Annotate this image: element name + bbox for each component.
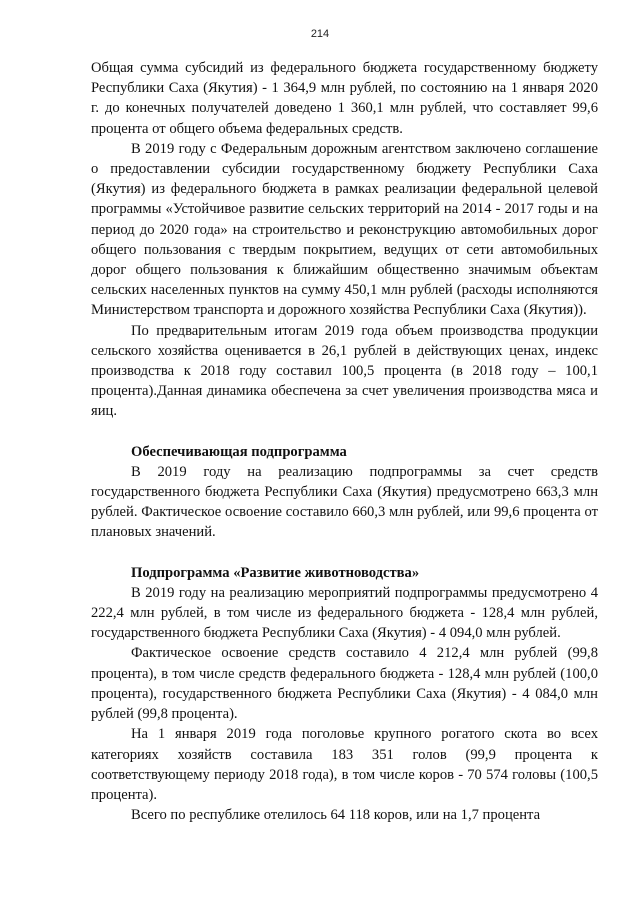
section-heading-support-subprogram: Обеспечивающая подпрограмма [131, 443, 347, 460]
paragraph-livestock-actual: Фактическое освоение средств составило 4 212,4 млн рублей (99,8 процента), в том числе средств федерального бюджета - 128,4 млн рублей (100,0 процента), государственного бюджета Республики Саха (Якутия) - 4 084,0 млн рублей (99,8 процента). [91, 645, 598, 723]
document-body [91, 58, 598, 825]
section-gap [91, 543, 598, 563]
section-gap [91, 422, 598, 442]
paragraph-federal-subsidies: Общая сумма субсидий из федерального бюджета государственному бюджету Республики Саха (Якутия) - 1 364,9 млн рублей, по состоянию на 1 января 2020 г. до конечных получателей доведено 1 360,1 млн рублей, что составляет 99,6 процента от общего объема федеральных средств. [91, 60, 598, 137]
paragraph-road-agreement: В 2019 году с Федеральным дорожным агентством заключено соглашение о предоставлении субсидии государственному бюджету Республики Саха (Якутия) из федерального бюджета в рамках реализации федеральной целевой программы «Устойчивое развитие сельских территорий на 2014 - 2017 годы и на период до 2020 года» на строительство и реконструкцию автомобильных дорог общего пользования с твердым покрытием, ведущих от сети автомобильных дорог общего пользования к ближайшим общественно значимым объектам сельских населенных пунктов на сумму 450,1 млн рублей (расходы исполняются Министерством транспорта и дорожного хозяйства Республики Саха (Якутия)). [91, 140, 598, 319]
paragraph-agri-output: По предварительным итогам 2019 года объем производства продукции сельского хозяйства оценивается в 26,1 рублей в действующих ценах, индекс производства к 2018 году составил 100,5 процента (в 2018 году – 100,1 процента).Данная динамика обеспечена за счет увеличения производства мяса и яиц. [91, 322, 598, 420]
paragraph-cattle-count: На 1 января 2019 года поголовье крупного рогатого скота во всех категориях хозяйств составила 183 351 голов (99,9 процента к соответствующему периоду 2018 года), в том числе коров - 70 574 головы (100,5 процента). [91, 726, 598, 803]
section-heading-livestock-subprogram: Подпрограмма «Развитие животноводства» [131, 564, 420, 581]
paragraph-support-subprogram: В 2019 году на реализацию подпрограммы за счет средств государственного бюджета Республики Саха (Якутия) предусмотрено 663,3 млн рублей. Фактическое освоение составило 660,3 млн рублей, или 99,6 процента от плановых значений. [91, 463, 598, 541]
paragraph-calving: Всего по республике отелилось 64 118 коров, или на 1,7 процента [131, 807, 541, 824]
page-number: 214 [310, 28, 330, 40]
paragraph-livestock-funding: В 2019 году на реализацию мероприятий подпрограммы предусмотрено 4 222,4 млн рублей, в том числе из федерального бюджета - 128,4 млн рублей, государственного бюджета Республики Саха (Якутия) - 4 094,0 млн рублей. [91, 584, 598, 642]
